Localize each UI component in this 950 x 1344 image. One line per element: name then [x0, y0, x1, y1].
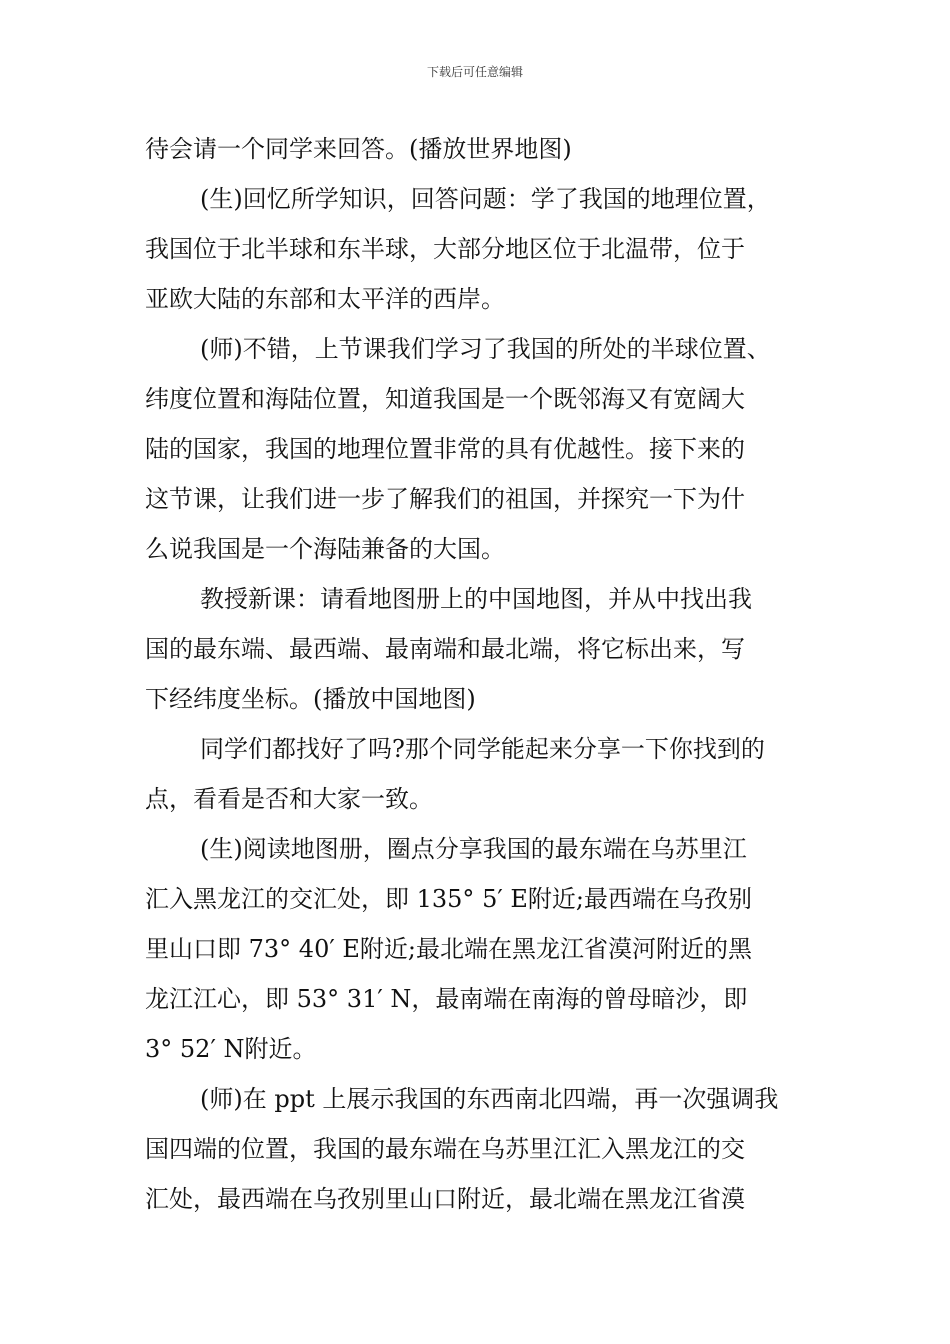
text-line: 我国位于北半球和东半球，大部分地区位于北温带，位于 [145, 235, 745, 263]
text-line: 点，看看是否和大家一致。 [145, 785, 433, 813]
text-line: 同学们都找好了吗?那个同学能起来分享一下你找到的 [200, 735, 765, 763]
text-line: (生)阅读地图册，圈点分享我国的最东端在乌苏里江 [200, 835, 747, 863]
document-body [145, 124, 813, 1224]
text-line: 么说我国是一个海陆兼备的大国。 [145, 535, 505, 563]
text-line: 国四端的位置，我国的最东端在乌苏里江汇入黑龙江的交 [145, 1135, 745, 1163]
text-line: 汇处，最西端在乌孜别里山口附近，最北端在黑龙江省漠 [145, 1185, 745, 1213]
text-line: 陆的国家，我国的地理位置非常的具有优越性。接下来的 [145, 435, 745, 463]
page-header: 下载后可任意编辑 [426, 65, 523, 79]
text-line: 下经纬度坐标。(播放中国地图) [145, 685, 476, 713]
text-line: 3° 52′ N附近。 [145, 1035, 317, 1063]
text-line: 汇入黑龙江的交汇处，即 135° 5′ E附近;最西端在乌孜别 [145, 885, 753, 913]
text-line: 这节课，让我们进一步了解我们的祖国，并探究一下为什 [145, 485, 745, 513]
text-line: 里山口即 73° 40′ E附近;最北端在黑龙江省漠河附近的黑 [145, 935, 753, 963]
text-line: (师)在 ppt 上展示我国的东西南北四端，再一次强调我 [200, 1085, 779, 1113]
text-line: 龙江江心，即 53° 31′ N，最南端在南海的曾母暗沙，即 [145, 985, 748, 1013]
text-line: 待会请一个同学来回答。(播放世界地图) [145, 135, 572, 163]
text-line: (师)不错，上节课我们学习了我国的所处的半球位置、 [200, 335, 771, 363]
text-line: 国的最东端、最西端、最南端和最北端，将它标出来，写 [145, 635, 745, 663]
text-line: 亚欧大陆的东部和太平洋的西岸。 [145, 285, 505, 313]
text-line: 教授新课：请看地图册上的中国地图，并从中找出我 [200, 585, 752, 613]
text-line: (生)回忆所学知识，回答问题：学了我国的地理位置， [200, 185, 771, 213]
text-line: 纬度位置和海陆位置，知道我国是一个既邻海又有宽阔大 [145, 385, 745, 413]
